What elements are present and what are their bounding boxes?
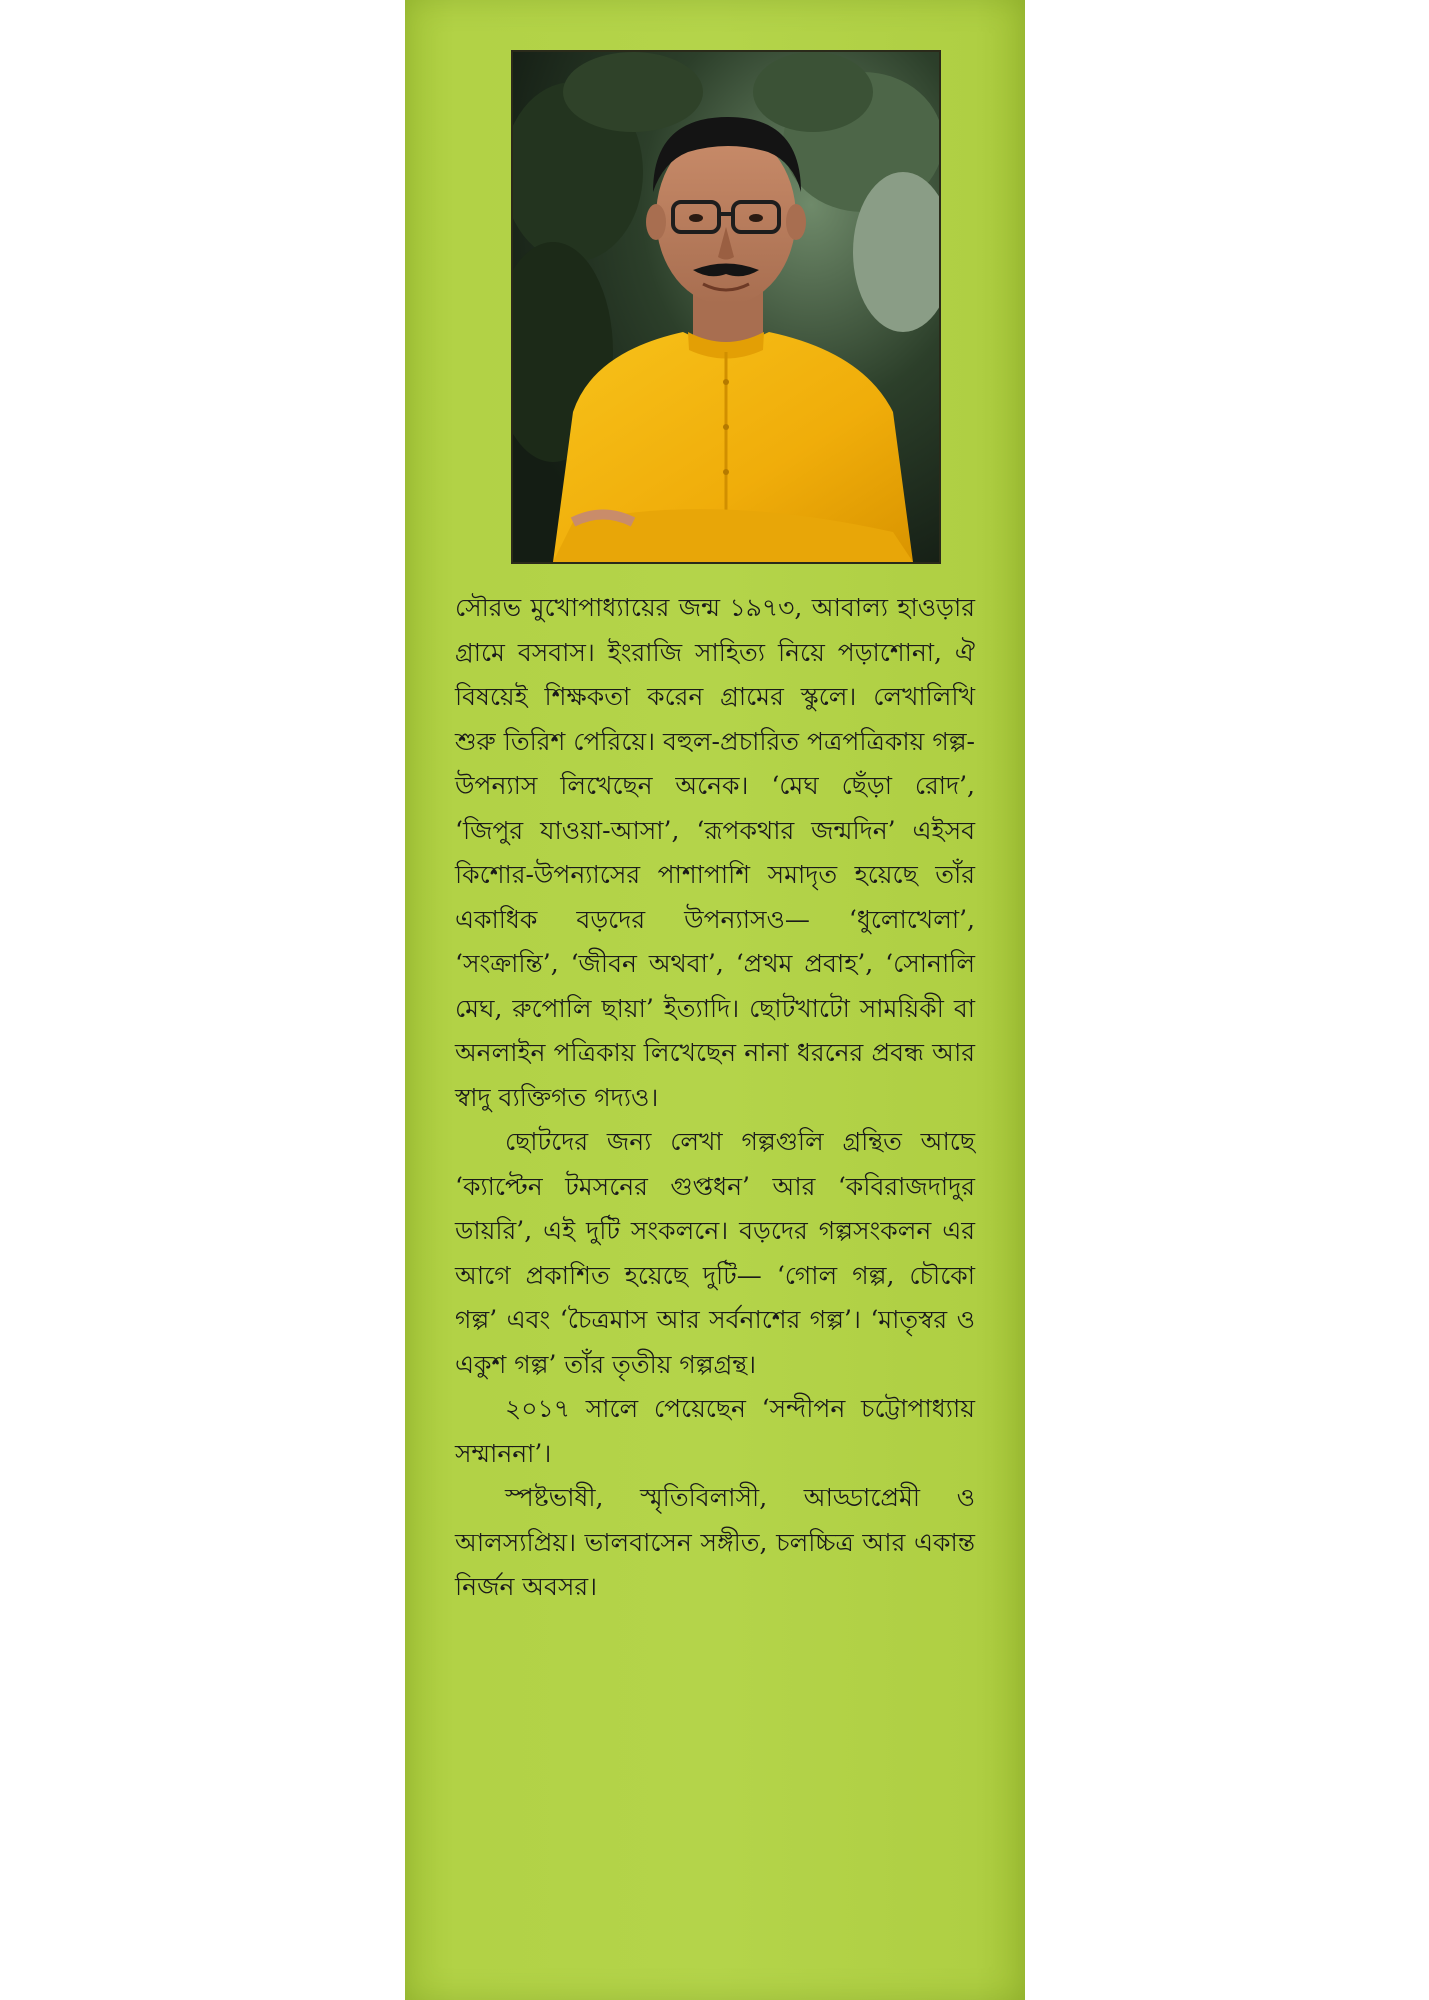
bio-paragraph-4: স্পষ্টভাষী, স্মৃতিবিলাসী, আড্ডাপ্রেমী ও আলস্যপ্রিয়। ভালবাসেন সঙ্গীত, চলচ্চিত্র আর একান্ত নির্জন অবসর। <box>455 1483 975 1601</box>
author-bio <box>455 586 975 1610</box>
bio-paragraph-3: ২০১৭ সালে পেয়েছেন ‘সন্দীপন চট্টোপাধ্যায় সম্মাননা’। <box>455 1394 975 1468</box>
bio-paragraph-2: ছোটদের জন্য লেখা গল্পগুলি গ্রন্থিত আছে ‘ক্যাপ্টেন টমসনের গুপ্তধন’ আর ‘কবিরাজদাদুর ডায়রি’, এই দুটি সংকলনে। বড়দের গল্পসংকলন এর আগে প্রকাশিত হয়েছে দুটি— ‘গোল গল্প, চৌকো গল্প’ এবং ‘চৈত্রমাস আর সর্বনাশের গল্প’। ‘মাতৃস্বর ও একুশ গল্প’ তাঁর তৃতীয় গল্পগ্রন্থ। <box>455 1127 975 1379</box>
bio-paragraph-1: সৌরভ মুখোপাধ্যায়ের জন্ম ১৯৭৩, আবাল্য হাওড়ার গ্রামে বসবাস। ইংরাজি সাহিত্য নিয়ে পড়াশোনা, ঐ বিষয়েই শিক্ষকতা করেন গ্রামের স্কুলে। লেখালিখি শুরু তিরিশ পেরিয়ে। বহুল-প্রচারিত পত্রপত্রিকায় গল্প-উপন্যাস লিখেছেন অনেক। ‘মেঘ ছেঁড়া রোদ’, ‘জিপুর যাওয়া-আসা’, ‘রূপকথার জন্মদিন’ এইসব কিশোর-উপন্যাসের পাশাপাশি সমাদৃত হয়েছে তাঁর একাধিক বড়দের উপন্যাসও— ‘ধুলোখেলা’, ‘সংক্রান্তি’, ‘জীবন অথবা’, ‘প্রথম প্রবাহ’, ‘সোনালি মেঘ, রুপোলি ছায়া’ ইত্যাদি। ছোটখাটো সাময়িকী বা অনলাইন পত্রিকায় লিখেছেন নানা ধরনের প্রবন্ধ আর স্বাদু ব্যক্তিগত গদ্যও। <box>455 593 975 1112</box>
author-photo <box>511 50 941 564</box>
book-flap <box>405 0 1025 2000</box>
author-portrait-illustration <box>513 52 939 562</box>
